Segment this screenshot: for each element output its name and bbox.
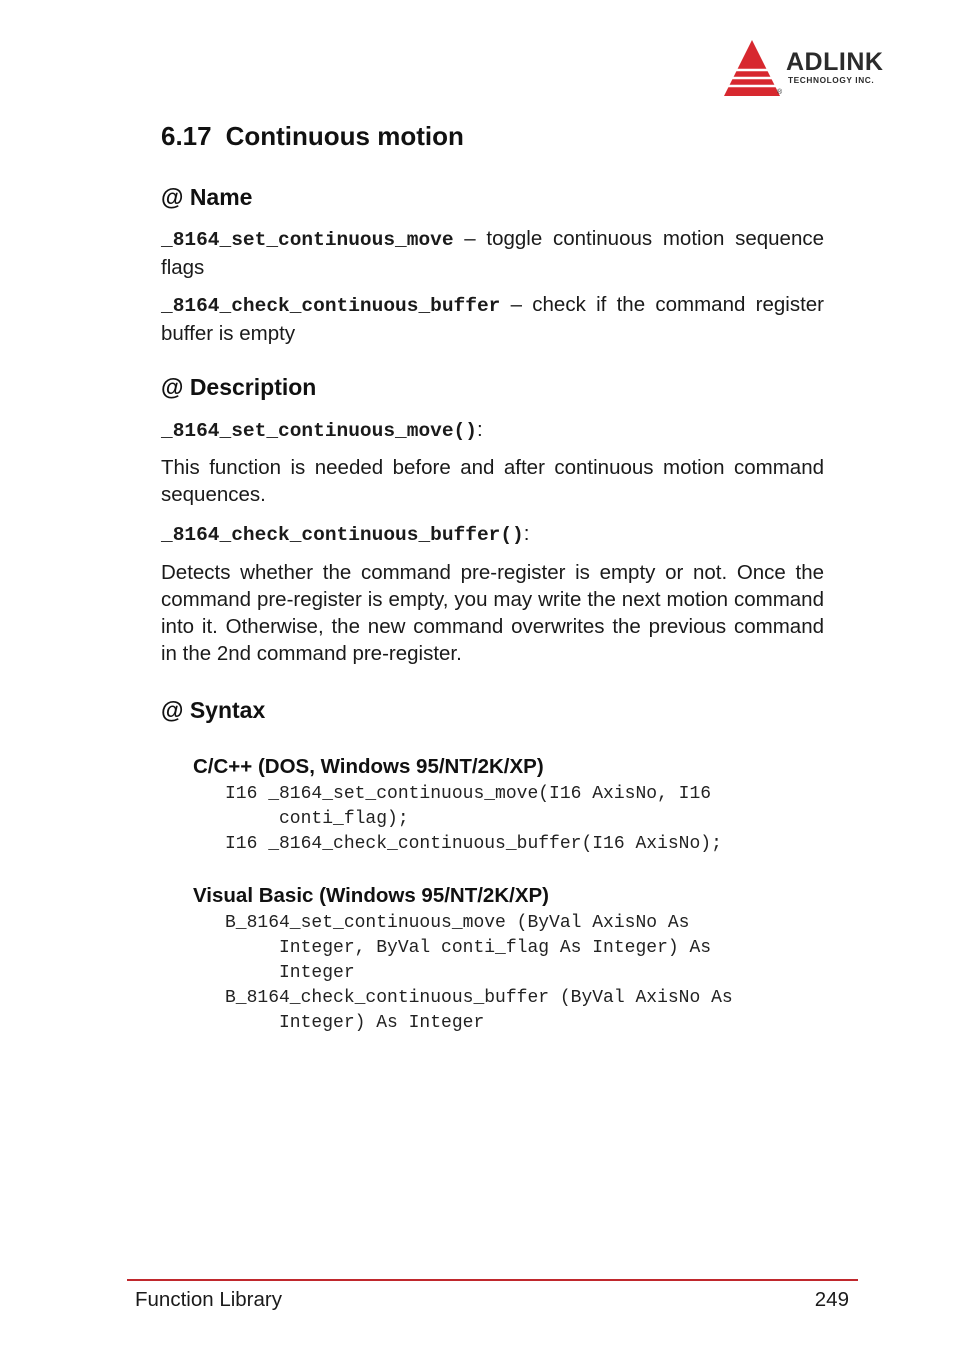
syntax-c-line-1: I16 _8164_set_continuous_move(I16 AxisNo, I16	[225, 784, 712, 804]
name-entry-1-text: – toggle continuous motion sequence flags	[161, 227, 824, 279]
syntax-vb-line-1: B_8164_set_continuous_move (ByVal AxisNo As	[225, 913, 690, 933]
description-item-1-label	[161, 416, 483, 445]
adlink-logo	[722, 38, 912, 100]
section-title-text: Continuous motion	[225, 121, 464, 151]
footer-chapter-title: Function Library	[135, 1288, 282, 1311]
name-entry-2-code: _8164_check_continuous_buffer	[161, 295, 501, 317]
syntax-c-heading: C/C++ (DOS, Windows 95/NT/2K/XP)	[193, 755, 544, 778]
description-heading: @ Description	[161, 374, 317, 400]
description-item-2-suffix: :	[523, 522, 530, 545]
syntax-vb-line-4: B_8164_check_continuous_buffer (ByVal AxisNo As	[225, 988, 733, 1008]
description-item-2-code: _8164_check_continuous_buffer()	[161, 524, 524, 546]
description-item-1-code: _8164_set_continuous_move()	[161, 420, 477, 442]
syntax-vb-line-5: Integer) As Integer	[225, 1013, 485, 1033]
syntax-c-line-3: I16 _8164_check_continuous_buffer(I16 AxisNo);	[225, 834, 722, 854]
name-entry-2-text: – check if the command register buffer is empty	[161, 293, 824, 345]
description-item-1-text: This function is needed before and after continuous motion command sequences.	[161, 456, 824, 506]
adlink-triangle-icon	[722, 38, 784, 100]
description-item-1-suffix: :	[476, 418, 483, 441]
logo-registered-mark: ®	[777, 89, 783, 96]
name-entry-2	[161, 291, 824, 347]
syntax-vb-line-3: Integer	[225, 963, 355, 983]
syntax-heading: @ Syntax	[161, 697, 266, 723]
footer-page-number: 249	[814, 1288, 849, 1311]
description-item-2-text: Detects whether the command pre-register is empty or not. Once the command pre-register is empty, you may write the next motion command into it. Otherwise, the new command overwrites the previous command in the 2nd command pre-register.	[161, 561, 824, 665]
syntax-c-line-2: conti_flag);	[225, 809, 409, 829]
section-title	[161, 121, 464, 152]
name-entry-1-code: _8164_set_continuous_move	[161, 229, 454, 251]
description-item-2-label	[161, 520, 529, 549]
name-entry-1	[161, 225, 824, 281]
section-number: 6.17	[161, 121, 212, 151]
name-heading: @ Name	[161, 184, 253, 210]
logo-wordmark: ADLINK	[786, 48, 884, 76]
logo-subtitle: TECHNOLOGY INC.	[788, 75, 875, 85]
syntax-vb-line-2: Integer, ByVal conti_flag As Integer) As	[225, 938, 712, 958]
syntax-vb-heading: Visual Basic (Windows 95/NT/2K/XP)	[193, 884, 550, 907]
footer-divider	[127, 1279, 858, 1281]
